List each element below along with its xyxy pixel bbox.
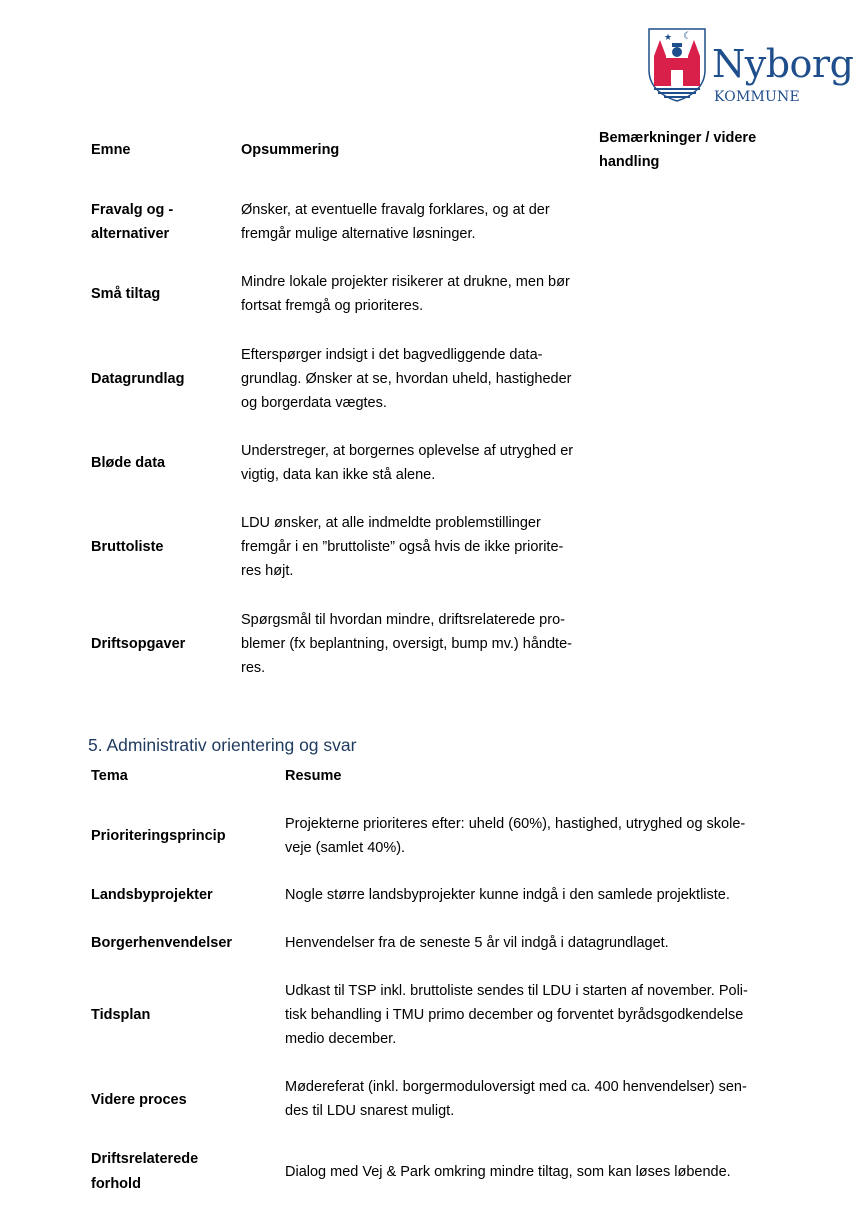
emne-cell: Bløde data: [91, 455, 166, 471]
table1-header-emne: Emne: [91, 142, 131, 158]
tema-cell: Videre proces: [91, 1092, 187, 1108]
table1-header-bemaerkninger-cont: handling: [599, 154, 660, 170]
emne-cell: Bruttoliste: [91, 539, 164, 555]
opsummering-cell: Ønsker, at eventuelle fravalg forklares, og at der: [241, 202, 550, 218]
svg-text:★: ★: [664, 33, 673, 43]
logo-subtitle: KOMMUNE: [714, 89, 800, 105]
opsummering-cell: grundlag. Ønsker at se, hvordan uheld, hastigheder: [241, 371, 572, 387]
opsummering-cell: res.: [241, 660, 266, 676]
tema-cell: Landsbyprojekter: [91, 887, 213, 903]
coat-of-arms-icon: [646, 26, 708, 102]
emne-cell: Fravalg og -: [91, 202, 174, 218]
emne-cell: alternativer: [91, 226, 170, 242]
logo-name: Nyborg: [712, 42, 854, 86]
opsummering-cell: Efterspørger indsigt i det bagvedliggende data-: [241, 347, 543, 363]
section-heading: 5. Administrativ orientering og svar: [88, 735, 357, 755]
resume-cell: Mødereferat (inkl. borgermoduloversigt med ca. 400 henvendelser) sen-: [285, 1079, 747, 1095]
table1-header-bemaerkninger: Bemærkninger / videre: [599, 130, 757, 146]
table2-header-resume: Resume: [285, 768, 342, 784]
tema-cell: Driftsrelaterede: [91, 1151, 199, 1167]
resume-cell: medio december.: [285, 1031, 397, 1047]
opsummering-cell: res højt.: [241, 563, 294, 579]
resume-cell: Henvendelser fra de seneste 5 år vil indgå i datagrundlaget.: [285, 935, 669, 951]
table2-header-tema: Tema: [91, 768, 128, 784]
opsummering-cell: fremgår i en ”bruttoliste” også hvis de ikke priorite-: [241, 539, 564, 555]
resume-cell: Dialog med Vej & Park omkring mindre tiltag, som kan løses løbende.: [285, 1164, 731, 1180]
emne-cell: Små tiltag: [91, 286, 161, 302]
tema-cell: Prioriteringsprincip: [91, 828, 226, 844]
opsummering-cell: fremgår mulige alternative løsninger.: [241, 226, 476, 242]
opsummering-cell: blemer (fx beplantning, oversigt, bump mv.) håndte-: [241, 636, 572, 652]
opsummering-cell: LDU ønsker, at alle indmeldte problemstillinger: [241, 515, 541, 531]
opsummering-cell: Mindre lokale projekter risikerer at drukne, men bør: [241, 274, 570, 290]
opsummering-cell: Understreger, at borgernes oplevelse af utryghed er: [241, 443, 574, 459]
resume-cell: Nogle større landsbyprojekter kunne indgå i den samlede projektliste.: [285, 887, 730, 903]
nyborg-kommune-logo: [646, 26, 861, 106]
resume-cell: tisk behandling i TMU primo december og forventet byrådsgodkendelse: [285, 1007, 744, 1023]
emne-cell: Driftsopgaver: [91, 636, 186, 652]
emne-cell: Datagrundlag: [91, 371, 185, 387]
resume-cell: Projekterne prioriteres efter: uheld (60%), hastighed, utryghed og skole-: [285, 816, 746, 832]
opsummering-cell: fortsat fremgå og prioriteres.: [241, 298, 424, 314]
tema-cell: Tidsplan: [91, 1007, 151, 1023]
opsummering-cell: Spørgsmål til hvordan mindre, driftsrelaterede pro-: [241, 612, 565, 628]
tema-cell: Borgerhenvendelser: [91, 935, 233, 951]
resume-cell: Udkast til TSP inkl. bruttoliste sendes til LDU i starten af november. Poli-: [285, 983, 748, 999]
opsummering-cell: vigtig, data kan ikke stå alene.: [241, 467, 436, 483]
table1-header-opsummering: Opsummering: [241, 142, 340, 158]
svg-text:☾: ☾: [683, 31, 692, 42]
opsummering-cell: og borgerdata vægtes.: [241, 395, 387, 411]
tema-cell: forhold: [91, 1176, 141, 1192]
resume-cell: des til LDU snarest muligt.: [285, 1103, 455, 1119]
resume-cell: veje (samlet 40%).: [285, 840, 406, 856]
